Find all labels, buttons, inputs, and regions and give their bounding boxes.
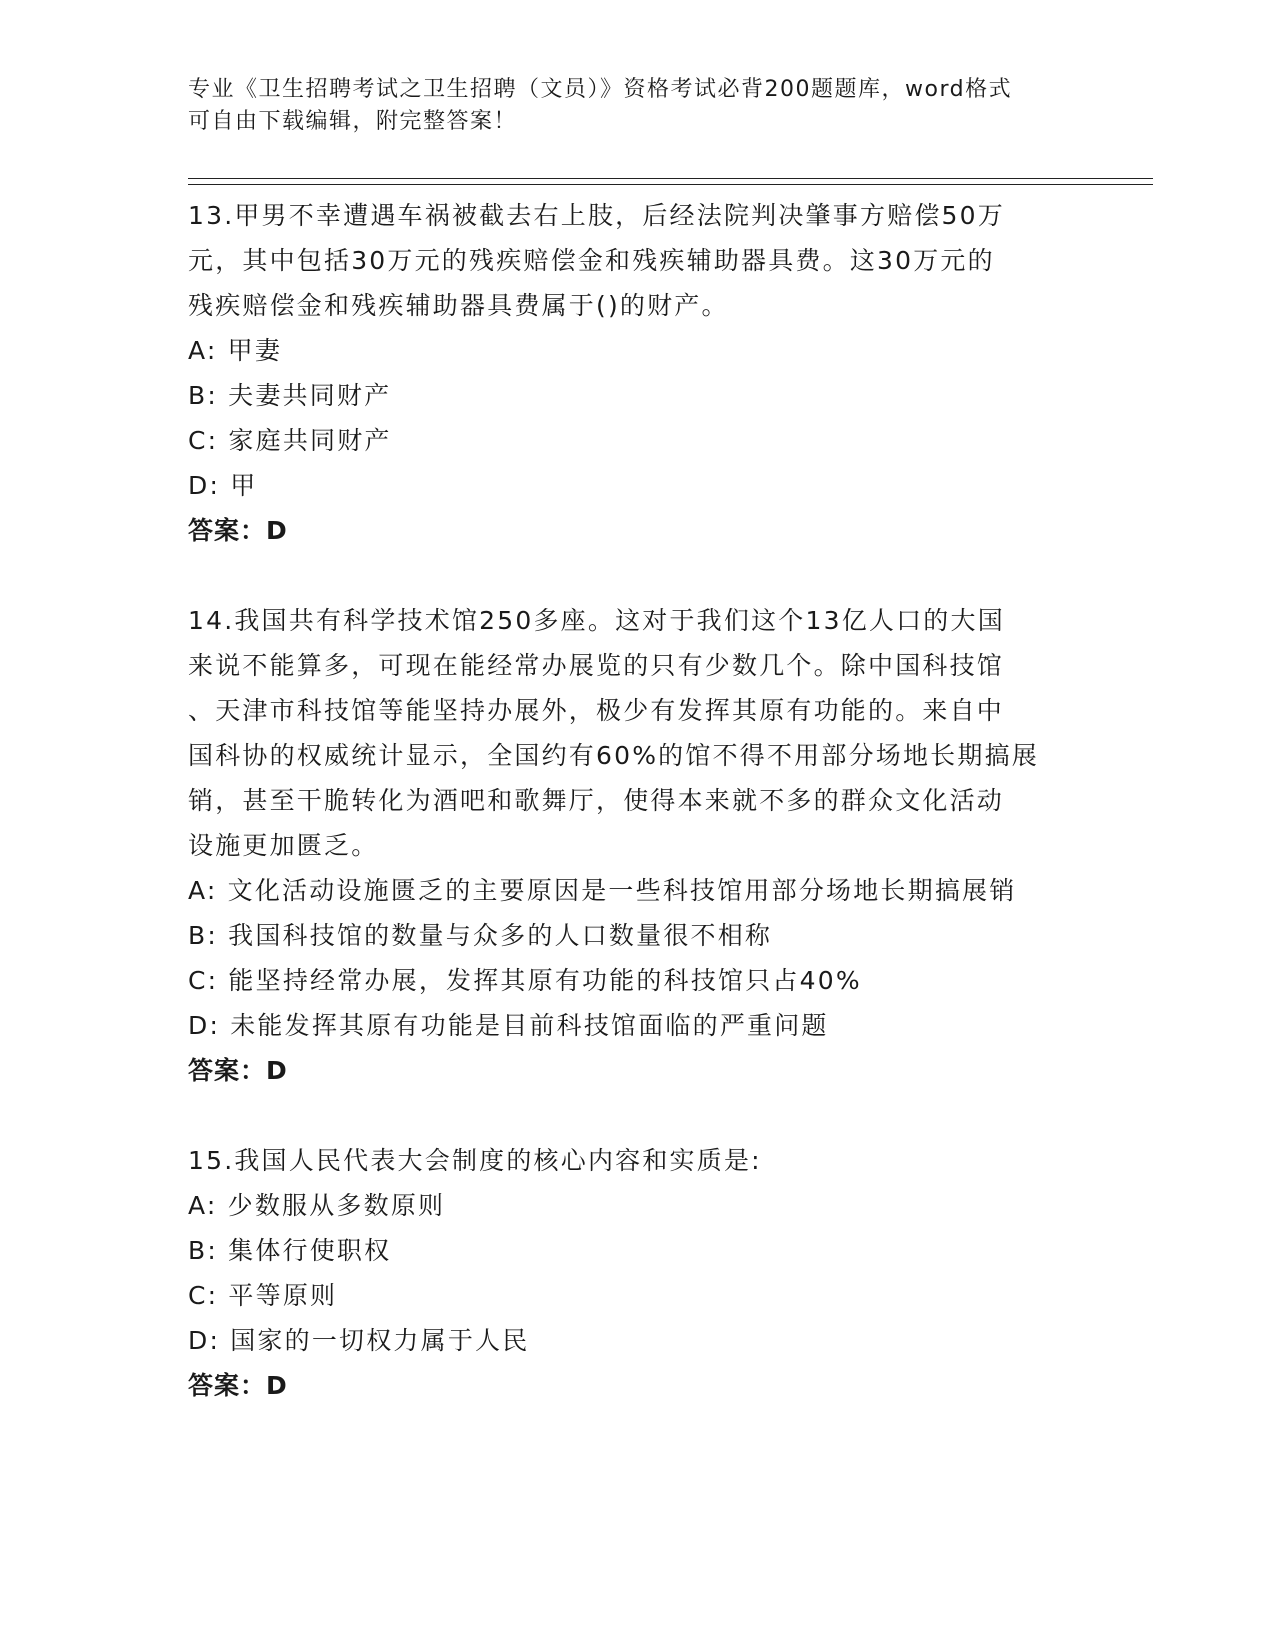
option-a: A: 少数服从多数原则 (188, 1191, 446, 1220)
header-line-1: 专业《卫生招聘考试之卫生招聘（文员）》资格考试必背200题题库，word格式 (188, 77, 1013, 102)
question-list (188, 193, 1088, 1408)
stem-line: 国科协的权威统计显示，全国约有60%的馆不得不用部分场地长期搞展 (188, 741, 1039, 770)
option-c: C: 家庭共同财产 (188, 426, 392, 455)
question-stem (188, 598, 1088, 868)
option-d: D: 国家的一切权力属于人民 (188, 1326, 530, 1355)
option-d: D: 甲 (188, 471, 258, 500)
answer: 答案：D (188, 516, 288, 545)
option-d: D: 未能发挥其原有功能是目前科技馆面临的严重问题 (188, 1011, 829, 1040)
stem-line: 来说不能算多，可现在能经常办展览的只有少数几个。除中国科技馆 (188, 651, 1005, 680)
option-b: B: 夫妻共同财产 (188, 381, 392, 410)
stem-line: 残疾赔偿金和残疾辅助器具费属于()的财产。 (188, 291, 729, 320)
option-a: A: 甲妻 (188, 336, 283, 365)
question-15 (188, 1138, 1088, 1408)
stem-line: 销，甚至干脆转化为酒吧和歌舞厅，使得本来就不多的群众文化活动 (188, 786, 1005, 815)
header-line-2: 可自由下载编辑，附完整答案！ (188, 109, 518, 134)
stem-line: 元，其中包括30万元的残疾赔偿金和残疾辅助器具费。这30万元的 (188, 246, 995, 275)
question-spacer (188, 553, 1088, 598)
question-14 (188, 598, 1088, 1093)
option-b: B: 我国科技馆的数量与众多的人口数量很不相称 (188, 921, 773, 950)
stem-line: 、天津市科技馆等能坚持办展外，极少有发挥其原有功能的。来自中 (188, 696, 1005, 725)
option-a: A: 文化活动设施匮乏的主要原因是一些科技馆用部分场地长期搞展销 (188, 876, 1017, 905)
option-c: C: 平等原则 (188, 1281, 338, 1310)
question-stem (188, 1138, 1088, 1183)
stem-line: 14.我国共有科学技术馆250多座。这对于我们这个13亿人口的大国 (188, 606, 1005, 635)
header-rule-bottom (188, 184, 1153, 185)
stem-line: 设施更加匮乏。 (188, 831, 379, 860)
question-stem (188, 193, 1088, 328)
answer: 答案：D (188, 1371, 288, 1400)
answer: 答案：D (188, 1056, 288, 1085)
question-spacer (188, 1093, 1088, 1138)
question-13 (188, 193, 1088, 553)
document-header (188, 74, 1068, 138)
stem-line: 13.甲男不幸遭遇车祸被截去右上肢，后经法院判决肇事方赔偿50万 (188, 201, 1005, 230)
option-b: B: 集体行使职权 (188, 1236, 392, 1265)
stem-line: 15.我国人民代表大会制度的核心内容和实质是: (188, 1146, 762, 1175)
header-rule-top (188, 178, 1153, 179)
option-c: C: 能坚持经常办展，发挥其原有功能的科技馆只占40% (188, 966, 862, 995)
